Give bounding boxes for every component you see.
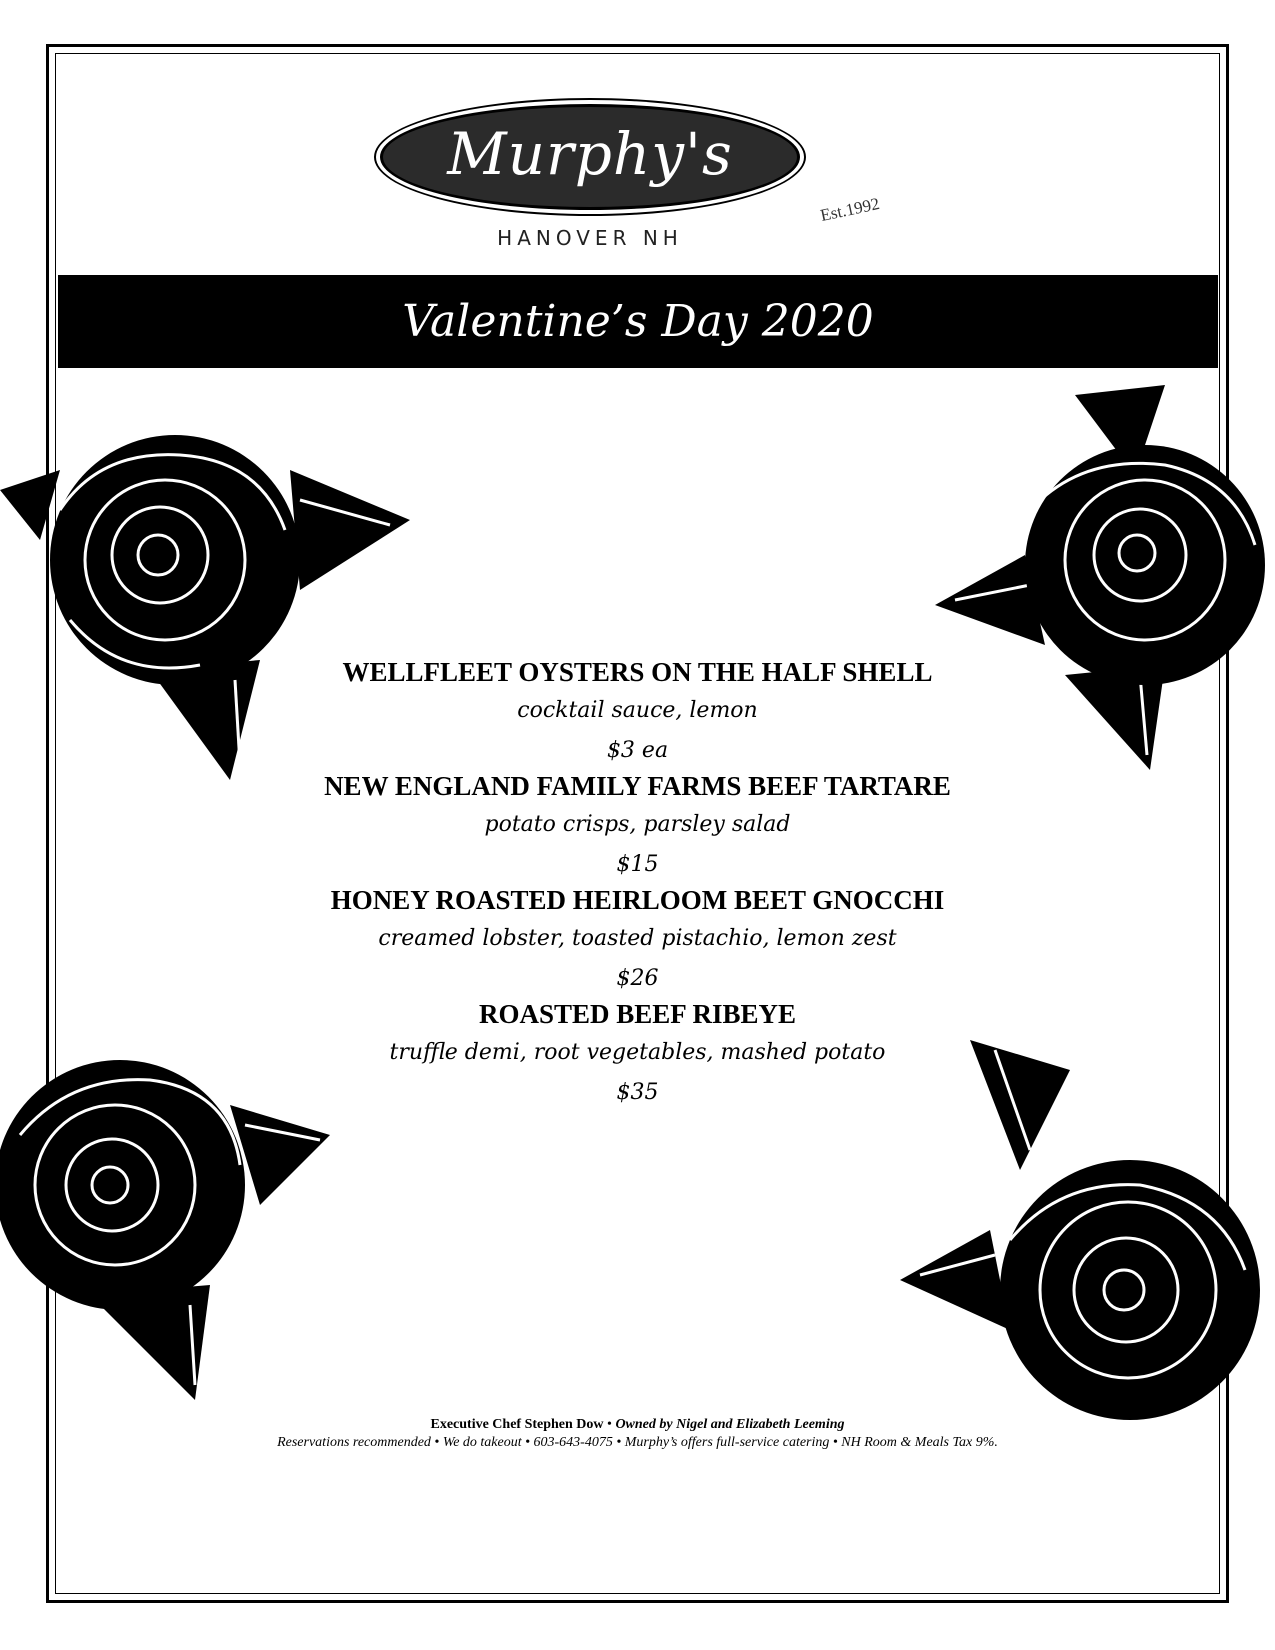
menu-item-description: cocktail sauce, lemon	[517, 698, 758, 723]
logo-established: Est.1992	[818, 193, 882, 226]
footer-chef: Executive Chef Stephen Dow	[430, 1417, 604, 1432]
menu-item-description: potato crisps, parsley salad	[484, 812, 791, 837]
menu-item-price: $35	[616, 1080, 659, 1105]
menu-item	[200, 655, 1075, 769]
menu-title: Valentine’s Day 2020	[402, 296, 874, 347]
menu-item	[200, 997, 1075, 1111]
restaurant-logo	[380, 104, 900, 264]
logo-location: HANOVER NH	[497, 226, 683, 250]
menu-item-name: NEW ENGLAND FAMILY FARMS BEEF TARTARE	[324, 771, 951, 801]
menu-item-description: truffle demi, root vegetables, mashed potato	[389, 1040, 886, 1065]
footer-owners: Owned by Nigel and Elizabeth Leeming	[615, 1417, 845, 1432]
menu-item	[200, 769, 1075, 883]
title-banner	[58, 275, 1218, 368]
menu-item-description: creamed lobster, toasted pistachio, lemon zest	[378, 926, 897, 951]
menu-item-name: WELLFLEET OYSTERS ON THE HALF SHELL	[342, 657, 933, 687]
footer-details: Reservations recommended • We do takeout • 603-643-4075 • Murphy’s offers full-service catering • NH Room & Meals Tax 9%.	[277, 1435, 998, 1450]
footer-credits	[150, 1416, 1125, 1434]
menu-item-name: HONEY ROASTED HEIRLOOM BEET GNOCCHI	[330, 885, 945, 915]
menu-item-price: $3 ea	[606, 738, 669, 763]
menu-footer	[150, 1416, 1125, 1452]
footer-separator: •	[603, 1417, 616, 1432]
menu-list	[200, 655, 1075, 1111]
menu-item-price: $26	[616, 966, 659, 991]
menu-item	[200, 883, 1075, 997]
menu-item-price: $15	[616, 852, 659, 877]
menu-item-name: ROASTED BEEF RIBEYE	[478, 999, 797, 1029]
logo-name: Murphy's	[447, 120, 733, 188]
